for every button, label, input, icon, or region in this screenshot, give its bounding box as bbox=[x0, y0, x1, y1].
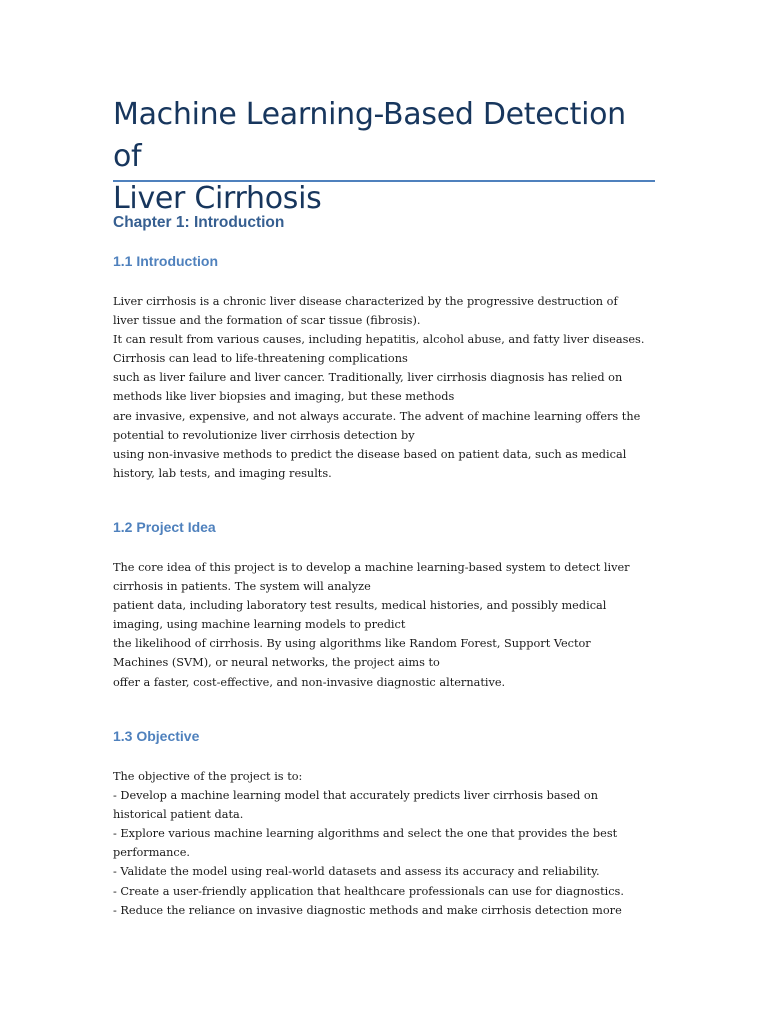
text-line: The core idea of this project is to develop a machine learning-based system to detect liver bbox=[113, 561, 630, 574]
list-item: - Explore various machine learning algorithms and select the one that provides the best bbox=[113, 827, 618, 841]
text-line: Liver cirrhosis is a chronic liver disease characterized by the progressive destruction of bbox=[113, 295, 618, 308]
document-title bbox=[113, 94, 658, 220]
text-line: cirrhosis in patients. The system will analyze bbox=[113, 580, 371, 594]
text-line: performance. bbox=[113, 846, 191, 860]
text-line: historical patient data. bbox=[113, 808, 244, 822]
text-line: imaging, using machine learning models to predict bbox=[113, 618, 406, 632]
section-body-objective bbox=[113, 767, 658, 920]
list-item: - Reduce the reliance on invasive diagnostic methods and make cirrhosis detection more bbox=[113, 903, 622, 917]
text-line: Cirrhosis can lead to life-threatening complications bbox=[113, 352, 408, 366]
text-line: The objective of the project is to: bbox=[113, 770, 303, 783]
text-line: offer a faster, cost-effective, and non-invasive diagnostic alternative. bbox=[113, 675, 506, 689]
text-line: using non-invasive methods to predict the disease based on patient data, such as medical bbox=[113, 447, 627, 461]
text-line: potential to revolutionize liver cirrhosis detection by bbox=[113, 428, 415, 442]
document-title-line: Liver Cirrhosis bbox=[113, 181, 322, 216]
text-line: patient data, including laboratory test results, medical histories, and possibly medical bbox=[113, 599, 607, 613]
text-line: the likelihood of cirrhosis. By using algorithms like Random Forest, Support Vector bbox=[113, 637, 591, 651]
list-item: - Validate the model using real-world datasets and assess its accuracy and reliability. bbox=[113, 865, 600, 879]
section-heading-project-idea: 1.2 Project Idea bbox=[113, 519, 216, 535]
text-line: liver tissue and the formation of scar tissue (fibrosis). bbox=[113, 314, 421, 328]
section-heading-objective: 1.3 Objective bbox=[113, 728, 200, 744]
text-line: Machines (SVM), or neural networks, the project aims to bbox=[113, 656, 440, 670]
list-item: - Develop a machine learning model that accurately predicts liver cirrhosis based on bbox=[113, 789, 599, 803]
section-body-introduction bbox=[113, 292, 658, 483]
section-body-project-idea bbox=[113, 558, 658, 692]
title-divider bbox=[113, 180, 655, 182]
section-heading-introduction: 1.1 Introduction bbox=[113, 253, 218, 269]
text-line: history, lab tests, and imaging results. bbox=[113, 466, 332, 480]
text-line: It can result from various causes, including hepatitis, alcohol abuse, and fatty liver diseases. bbox=[113, 333, 645, 347]
document-title-line: Machine Learning-Based Detection of bbox=[113, 97, 626, 174]
chapter-heading: Chapter 1: Introduction bbox=[113, 214, 285, 231]
text-line: such as liver failure and liver cancer. Traditionally, liver cirrhosis diagnosis has relied on bbox=[113, 371, 623, 385]
text-line: methods like liver biopsies and imaging, but these methods bbox=[113, 390, 455, 404]
text-line: are invasive, expensive, and not always accurate. The advent of machine learning offers the bbox=[113, 409, 641, 423]
list-item: - Create a user-friendly application that healthcare professionals can use for diagnostics. bbox=[113, 884, 624, 898]
